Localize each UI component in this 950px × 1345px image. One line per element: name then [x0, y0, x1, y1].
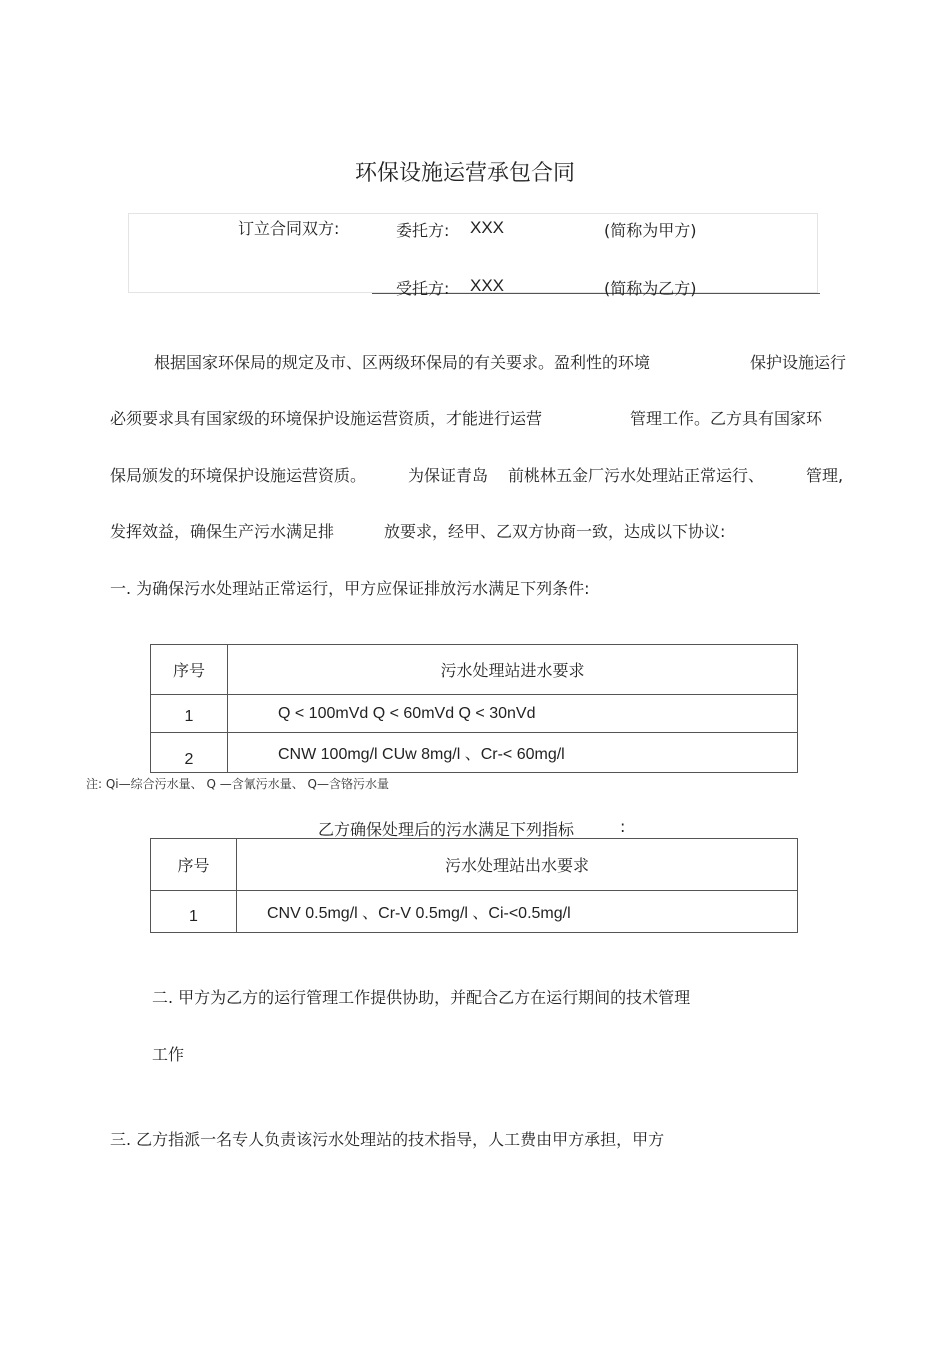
table-header-row — [151, 839, 798, 891]
intro-line-1b: 保护设施运行 — [750, 353, 847, 372]
client-alias: (简称为甲方) — [604, 221, 697, 240]
table-row — [151, 695, 798, 733]
contractor-label: 受托方: — [396, 279, 450, 298]
header-no: 序号 — [151, 839, 237, 891]
intro-line-1a: 根据国家环保局的规定及市、区两级环保局的有关要求。盈利性的环境 — [154, 353, 651, 372]
clause-2-line-1: 二. 甲方为乙方的运行管理工作提供协助，并配合乙方在运行期间的技术管理 — [152, 988, 691, 1007]
header-outlet-requirement: 污水处理站出水要求 — [237, 839, 798, 891]
table-row — [151, 891, 798, 933]
table-header-row — [151, 645, 798, 695]
intro-line-3b: 为保证青岛 — [408, 466, 489, 485]
intro-line-3d: 管理, — [806, 466, 844, 485]
contractor-alias: (简称为乙方) — [604, 279, 697, 298]
header-no: 序号 — [151, 645, 228, 695]
document-title: 环保设施运营承包合同 — [354, 161, 575, 186]
row-no: 1 — [151, 695, 228, 733]
clause-2-line-2: 工作 — [152, 1045, 185, 1064]
intro-line-2b: 管理工作。乙方具有国家环 — [630, 409, 823, 428]
parties-label: 订立合同双方: — [238, 219, 340, 238]
header-inlet-requirement: 污水处理站进水要求 — [228, 645, 798, 695]
intro-line-2a: 必须要求具有国家级的环境保护设施运营资质，才能进行运营 — [110, 409, 543, 428]
row-requirement: Q < 100mVd Q < 60mVd Q < 30nVd — [228, 695, 798, 733]
intro-line-3c: 前桃林五金厂污水处理站正常运行、 — [508, 466, 765, 485]
inlet-requirements-table — [150, 644, 798, 773]
intro-line-3a: 保局颁发的环境保护设施运营资质。 — [110, 466, 367, 485]
clause-1: 一. 为确保污水处理站正常运行，甲方应保证排放污水满足下列条件: — [110, 579, 590, 598]
client-label: 委托方: — [396, 221, 450, 240]
row-no: 1 — [151, 891, 237, 933]
row-requirement: CNW 100mg/l CUw 8mg/l 、Cr-< 60mg/l — [228, 733, 798, 773]
row-no: 2 — [151, 733, 228, 773]
outlet-caption-colon: : — [620, 817, 626, 836]
outlet-caption: 乙方确保处理后的污水满足下列指标 — [318, 820, 575, 839]
intro-line-4a: 发挥效益，确保生产污水满足排 — [110, 522, 335, 541]
client-name: XXX — [470, 218, 505, 237]
row-requirement: CNV 0.5mg/l 、Cr-V 0.5mg/l 、Ci-<0.5mg/l — [237, 891, 798, 933]
outlet-requirements-table — [150, 838, 798, 933]
table-note: 注: Qi—综合污水量、 Q —含氰污水量、 Q—含铬污水量 — [86, 777, 389, 791]
clause-3: 三. 乙方指派一名专人负责该污水处理站的技术指导，人工费由甲方承担，甲方 — [110, 1130, 665, 1149]
table-row — [151, 733, 798, 773]
intro-line-4b: 放要求，经甲、乙双方协商一致，达成以下协议: — [384, 522, 726, 541]
contractor-name: XXX — [470, 276, 505, 295]
